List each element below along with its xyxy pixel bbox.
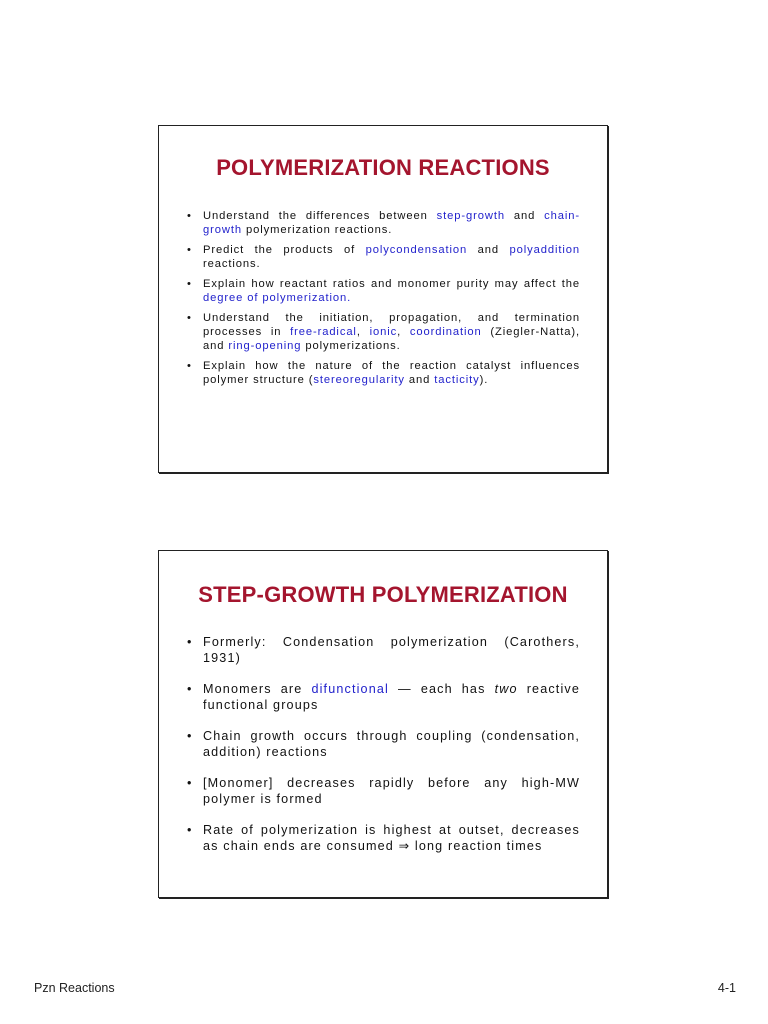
bullet-text: [Monomer] decreases rapidly before any high-MW polymer is formed — [203, 776, 580, 806]
emphasis: two — [494, 682, 518, 696]
slide-title: STEP-GROWTH POLYMERIZATION — [198, 582, 568, 607]
keyword: step-growth — [436, 210, 505, 222]
list-item — [187, 209, 580, 237]
keyword: ring-opening — [228, 340, 302, 352]
keyword: free-radical — [290, 326, 357, 338]
keyword: chain-growth — [203, 210, 580, 236]
list-item — [187, 634, 580, 666]
bullet-text: polymerizations. — [301, 340, 401, 352]
bullet-list — [187, 209, 580, 393]
list-item — [187, 243, 580, 271]
list-item — [187, 311, 580, 353]
bullet-text: Chain growth occurs through coupling (condensation, addition) reactions — [203, 729, 580, 759]
footer-course-name: Pzn Reactions — [34, 981, 115, 995]
list-item — [187, 822, 580, 854]
bullet-list — [187, 634, 580, 869]
keyword: degree of polymerization — [203, 292, 348, 304]
bullet-text: Understand the initiation, propagation, and termination processes in — [203, 312, 580, 338]
bullet-text: Rate of polymerization is highest at outset, decreases as chain ends are consumed — [203, 823, 580, 853]
bullet-text: reactions. — [203, 258, 261, 270]
footer-page-number: 4-1 — [717, 981, 736, 995]
bullet-text: Explain how reactant ratios and monomer purity may affect the — [203, 278, 580, 290]
implies-arrow-icon: ⇒ — [398, 839, 411, 853]
bullet-text: long reaction times — [410, 839, 543, 853]
bullet-text: and — [404, 374, 435, 386]
bullet-text: polymerization reactions. — [241, 224, 393, 236]
bullet-text: Formerly: Condensation polymerization (Carothers, 1931) — [203, 635, 580, 665]
list-item — [187, 277, 580, 305]
keyword: polycondensation — [365, 244, 468, 256]
bullet-text: , — [397, 326, 410, 338]
slide-step-growth-polymerization — [158, 550, 608, 898]
keyword: tacticity — [434, 374, 480, 386]
keyword: difunctional — [311, 682, 389, 696]
list-item — [187, 728, 580, 760]
bullet-text: Predict the products of — [203, 244, 366, 256]
keyword: stereoregularity — [313, 374, 405, 386]
list-item — [187, 359, 580, 387]
bullet-text: and — [467, 244, 510, 256]
list-item — [187, 681, 580, 713]
bullet-text: and — [504, 210, 545, 222]
bullet-text: , — [356, 326, 370, 338]
bullet-text: Explain how the nature of the reaction catalyst influences polymer structure ( — [203, 360, 580, 386]
bullet-text: . — [347, 292, 352, 304]
bullet-text: Understand the differences between — [203, 210, 437, 222]
keyword: polyaddition — [509, 244, 580, 256]
bullet-text: — each has — [388, 682, 495, 696]
bullet-text: (Ziegler-Natta), and — [203, 326, 580, 352]
list-item — [187, 775, 580, 807]
slide-polymerization-reactions — [158, 125, 608, 473]
keyword: coordination — [409, 326, 482, 338]
bullet-text: ). — [479, 374, 489, 386]
bullet-text: reactive functional groups — [203, 682, 581, 712]
slide-title: POLYMERIZATION REACTIONS — [216, 155, 550, 180]
keyword: ionic — [369, 326, 398, 338]
bullet-text: Monomers are — [203, 682, 312, 696]
